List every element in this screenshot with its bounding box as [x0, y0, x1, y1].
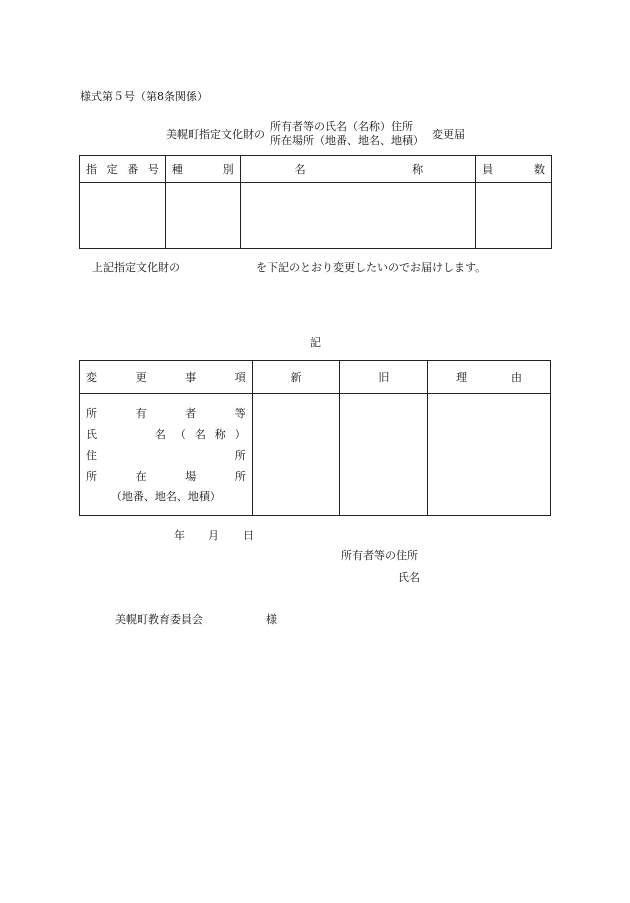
- item-name: 氏 名 （ 名 称 ）: [86, 427, 246, 441]
- header-designation-number: 指 定 番 号: [80, 156, 166, 183]
- recipient-name: 美幌町教育委員会: [115, 613, 203, 626]
- title-option-owner: 所有者等の氏名（名称）住所: [270, 120, 413, 133]
- header-name: 名 称: [240, 156, 476, 183]
- form-title: [166, 118, 486, 148]
- change-details-table: [79, 360, 551, 516]
- header-quantity: 員 数: [476, 156, 552, 183]
- header-change-item: 変 更 事 項: [80, 361, 253, 394]
- header-new: 新: [252, 361, 340, 394]
- applicant-address-label: 所有者等の住所: [341, 549, 418, 562]
- statement-part1: 上記指定文化財の: [92, 261, 180, 274]
- item-location: 所 在 場 所: [86, 469, 246, 483]
- name-cell[interactable]: [240, 183, 476, 249]
- header-reason: 理 由: [428, 361, 551, 394]
- date-year: 年: [174, 529, 185, 542]
- change-item-list: [80, 394, 253, 516]
- item-address: 住 所: [86, 448, 246, 462]
- date-day: 日: [243, 529, 254, 542]
- title-option-location: 所在場所（地番、地名、地積）: [270, 134, 424, 147]
- new-value-cell[interactable]: [252, 394, 340, 516]
- recipient-honorific: 様: [266, 613, 277, 626]
- type-cell[interactable]: [165, 183, 240, 249]
- applicant-name-label: 氏名: [398, 571, 420, 584]
- old-value-cell[interactable]: [340, 394, 428, 516]
- statement-part2: を下記のとおり変更したいのでお届けします。: [256, 261, 487, 274]
- header-old: 旧: [340, 361, 428, 394]
- cultural-property-table: [79, 155, 552, 249]
- reason-cell[interactable]: [428, 394, 551, 516]
- quantity-cell[interactable]: [476, 183, 552, 249]
- designation-number-cell[interactable]: [80, 183, 166, 249]
- header-type: 種 別: [165, 156, 240, 183]
- item-location-sub: （地番、地名、地積）: [110, 490, 221, 503]
- ki-label: 記: [310, 336, 321, 349]
- title-prefix: 美幌町指定文化財の: [166, 128, 265, 141]
- item-owner: 所 有 者 等: [86, 406, 246, 420]
- form-number: 様式第５号（第8条関係）: [80, 90, 208, 103]
- date-month: 月: [208, 529, 219, 542]
- title-suffix: 変更届: [432, 128, 465, 141]
